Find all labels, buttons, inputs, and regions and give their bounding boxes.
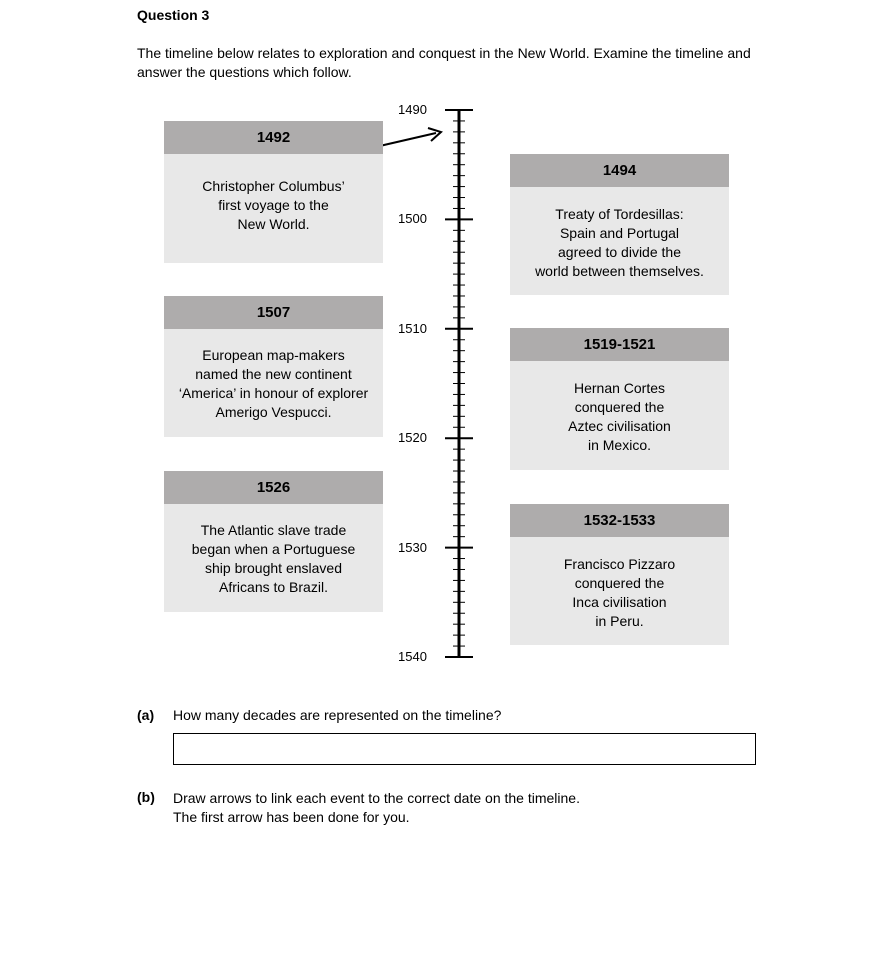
event-line: agreed to divide the — [558, 244, 681, 260]
event-description — [510, 187, 729, 281]
event-date: 1532-1533 — [510, 504, 729, 537]
event-card-1507[interactable] — [164, 296, 383, 437]
event-card-1526[interactable] — [164, 471, 383, 612]
question-title: Question 3 — [137, 7, 210, 23]
part-a-letter: (a) — [137, 707, 155, 723]
tick-label-1510: 1510 — [398, 321, 427, 336]
event-line: world between themselves. — [535, 263, 704, 279]
event-line: Spain and Portugal — [559, 225, 680, 241]
event-line: ‘America’ in honour of explorer — [178, 385, 369, 401]
event-description — [164, 329, 383, 422]
event-line: Amerigo Vespucci. — [215, 404, 332, 420]
event-date: 1494 — [510, 154, 729, 187]
event-line: began when a Portuguese — [191, 541, 356, 557]
part-b-line: Draw arrows to link each event to the correct date on the timeline. — [173, 790, 580, 806]
event-card-1494[interactable] — [510, 154, 729, 295]
event-line: The Atlantic slave trade — [200, 522, 347, 538]
event-line: Inca civilisation — [572, 594, 667, 610]
tick-label-1530: 1530 — [398, 540, 427, 555]
event-description — [510, 537, 729, 631]
event-description — [164, 154, 383, 234]
event-line: Treaty of Tordesillas: — [555, 206, 684, 222]
part-a-answer-field[interactable] — [173, 733, 756, 765]
event-description — [510, 361, 729, 455]
event-card-1492[interactable] — [164, 121, 383, 263]
event-line: conquered the — [574, 399, 665, 415]
event-date: 1519-1521 — [510, 328, 729, 361]
part-b-letter: (b) — [137, 789, 155, 805]
event-line: named the new continent — [195, 366, 352, 382]
tick-label-1540: 1540 — [398, 649, 427, 664]
tick-label-1490: 1490 — [398, 102, 427, 117]
part-b-instructions — [173, 789, 580, 827]
part-b-line: The first arrow has been done for you. — [173, 809, 410, 825]
event-line: Aztec civilisation — [568, 418, 671, 434]
event-line: New World. — [237, 216, 310, 232]
event-card-1532-1533[interactable] — [510, 504, 729, 645]
event-line: Hernan Cortes — [573, 380, 666, 396]
event-line: Africans to Brazil. — [219, 579, 328, 595]
event-line: first voyage to the — [218, 197, 329, 213]
event-line: in Peru. — [595, 613, 644, 629]
event-line: European map-makers — [202, 347, 345, 363]
event-line: ship brought enslaved — [205, 560, 342, 576]
tick-label-1520: 1520 — [398, 430, 427, 445]
tick-label-1500: 1500 — [398, 211, 427, 226]
part-a-question: How many decades are represented on the timeline? — [173, 707, 502, 723]
event-date: 1507 — [164, 296, 383, 329]
question-intro: The timeline below relates to exploration and conquest in the New World. Examine the timeline and answer the questions which follow. — [137, 45, 751, 80]
event-line: Christopher Columbus’ — [202, 178, 345, 194]
event-card-1519-1521[interactable] — [510, 328, 729, 470]
event-description — [164, 504, 383, 597]
event-date: 1492 — [164, 121, 383, 154]
event-line: in Mexico. — [587, 437, 652, 453]
event-line: conquered the — [574, 575, 665, 591]
event-date: 1526 — [164, 471, 383, 504]
event-line: Francisco Pizzaro — [563, 556, 676, 572]
